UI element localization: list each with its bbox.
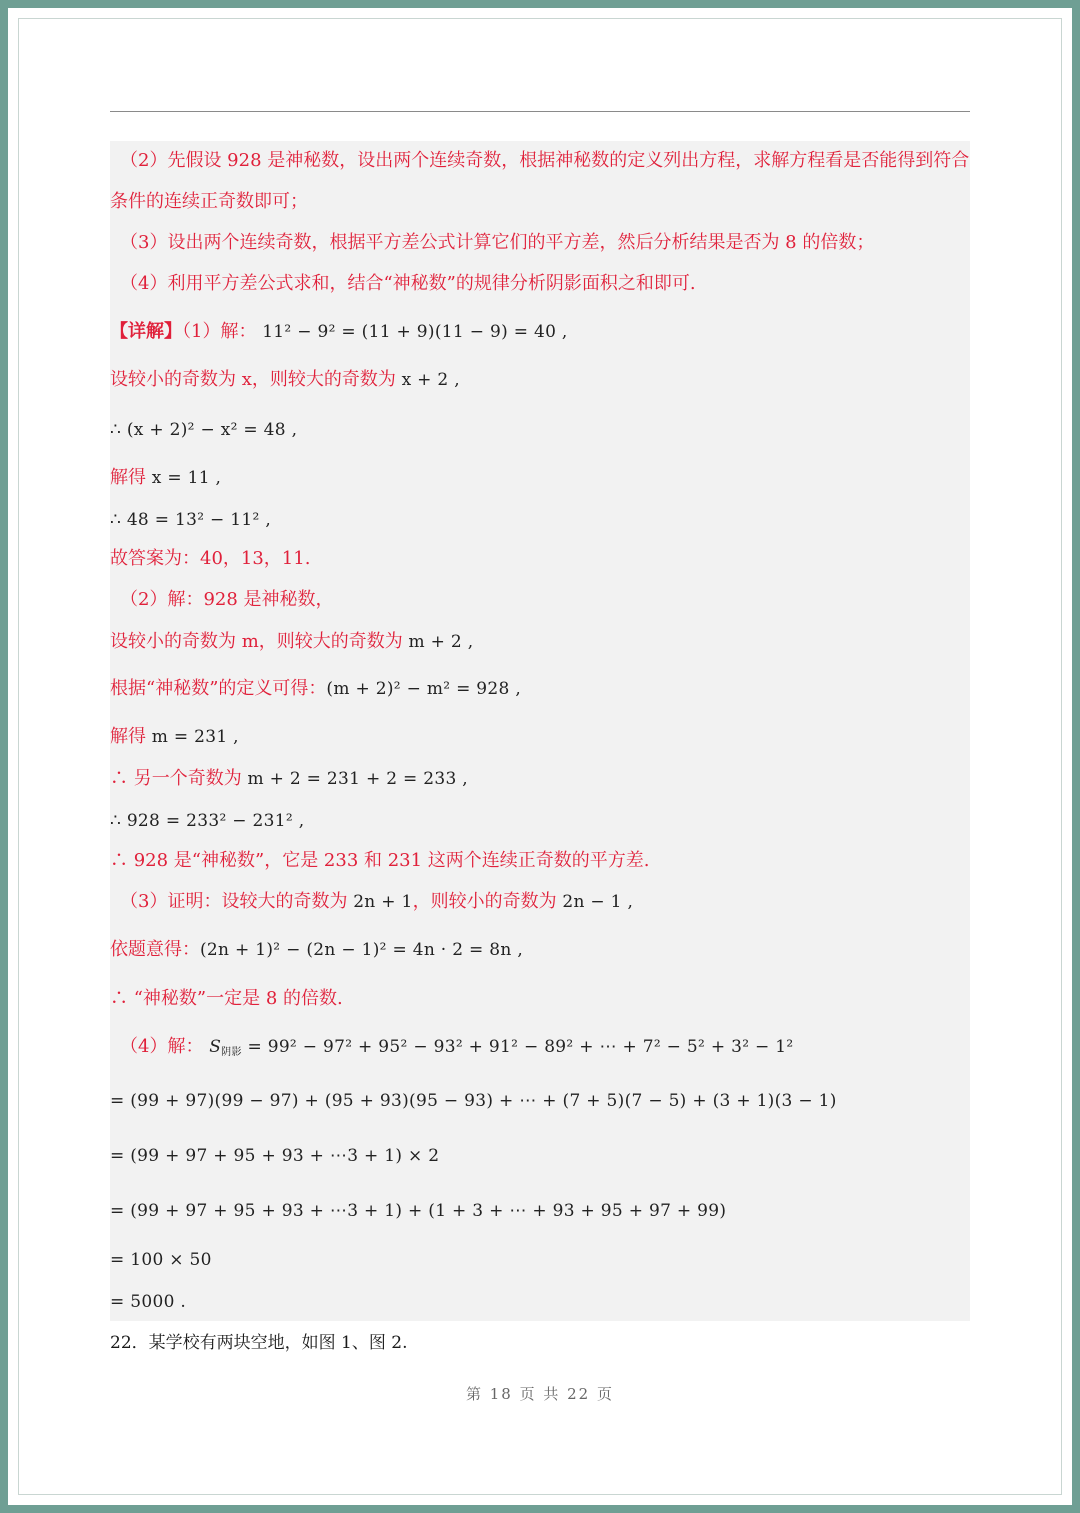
part4-intro-line — [120, 1035, 794, 1059]
equation: = 99² − 97² + 95² − 93² + 91² − 89² + ⋯ + 7² − 5² + 3² − 1² — [241, 1037, 794, 1057]
detail-label: 【详解】 — [110, 321, 182, 342]
step-text: 设较小的奇数为 m，则较大的奇数为 — [110, 631, 409, 652]
hint-line: （4）利用平方差公式求和，结合“神秘数”的规律分析阴影面积之和即可. — [120, 273, 696, 294]
step-text: 根据“神秘数”的定义可得： — [110, 678, 327, 699]
part1-line — [110, 466, 221, 490]
equation: (2n + 1)² − (2n − 1)² = 4n · 2 = 8n , — [200, 940, 524, 960]
conclusion-line: ∴ “神秘数”一定是 8 的倍数. — [110, 988, 343, 1009]
part2-line — [110, 767, 468, 791]
equation-line: ∴ 928 = 233² − 231² , — [110, 811, 305, 831]
step-text: 设较小的奇数为 x，则较大的奇数为 — [110, 369, 402, 390]
equation-line: = 100 × 50 — [110, 1250, 212, 1270]
part1-label: （1）解： — [182, 321, 257, 342]
equation-line: = (99 + 97 + 95 + 93 + ⋯3 + 1) × 2 — [110, 1146, 440, 1166]
equation-line: = (99 + 97)(99 − 97) + (95 + 93)(95 − 93) + ⋯ + (7 + 5)(7 − 5) + (3 + 1)(3 − 1) — [110, 1091, 837, 1111]
step-text: ，则较小的奇数为 — [412, 891, 563, 912]
part1-line — [110, 368, 460, 392]
hint-line: （2）先假设 928 是神秘数，设出两个连续奇数，根据神秘数的定义列出方程，求解方程看是否能得到符合 — [120, 150, 970, 171]
page-footer: 第 18 页 共 22 页 — [465, 1385, 614, 1403]
part3-line — [110, 938, 523, 962]
shaded-area-symbol — [209, 1037, 242, 1057]
equation: 11² − 9² = (11 + 9)(11 − 9) = 40 , — [262, 322, 568, 342]
equation-line: ∴ (x + 2)² − x² = 48 , — [110, 420, 298, 440]
equation: (m + 2)² − m² = 928 , — [326, 679, 522, 699]
part1-intro-line — [110, 320, 568, 344]
s-subscript: 阴影 — [221, 1047, 242, 1058]
equation: m = 231 , — [151, 727, 239, 747]
s-symbol: S — [209, 1037, 222, 1057]
hint-line: 条件的连续正奇数即可； — [110, 191, 308, 212]
hint-line: （3）设出两个连续奇数，根据平方差公式计算它们的平方差，然后分析结果是否为 8 的倍数； — [120, 232, 875, 253]
step-text: ∴ 另一个奇数为 — [110, 768, 248, 789]
conclusion-line: ∴ 928 是“神秘数”，它是 233 和 231 这两个连续正奇数的平方差. — [110, 850, 650, 871]
answer-line: 故答案为：40，13，11. — [110, 548, 311, 569]
part2-line — [110, 725, 239, 749]
header-rule — [110, 111, 970, 112]
step-text: 解得 — [110, 726, 152, 747]
equation-line: = (99 + 97 + 95 + 93 + ⋯3 + 1) + (1 + 3 + ⋯ + 93 + 95 + 97 + 99) — [110, 1201, 727, 1221]
part2-line — [110, 677, 521, 701]
equation: m + 2 = 231 + 2 = 233 , — [247, 769, 469, 789]
part4-label: （4）解： — [120, 1036, 204, 1057]
equation-line: = 5000 . — [110, 1292, 187, 1312]
question-22: 22．某学校有两块空地，如图 1、图 2. — [110, 1333, 408, 1353]
part2-intro: （2）解：928 是神秘数， — [120, 589, 334, 610]
equation: 2n − 1 , — [562, 892, 634, 912]
part3-intro-line — [120, 890, 633, 914]
step-text: 依题意得： — [110, 939, 200, 960]
equation: m + 2 , — [408, 632, 474, 652]
equation: x + 2 , — [401, 370, 460, 390]
equation-line: ∴ 48 = 13² − 11² , — [110, 510, 272, 530]
step-text: （3）证明：设较大的奇数为 — [120, 891, 354, 912]
equation: x = 11 , — [151, 468, 222, 488]
part2-line — [110, 630, 473, 654]
page — [8, 8, 1072, 1505]
step-text: 解得 — [110, 467, 152, 488]
equation: 2n + 1 — [353, 892, 413, 912]
